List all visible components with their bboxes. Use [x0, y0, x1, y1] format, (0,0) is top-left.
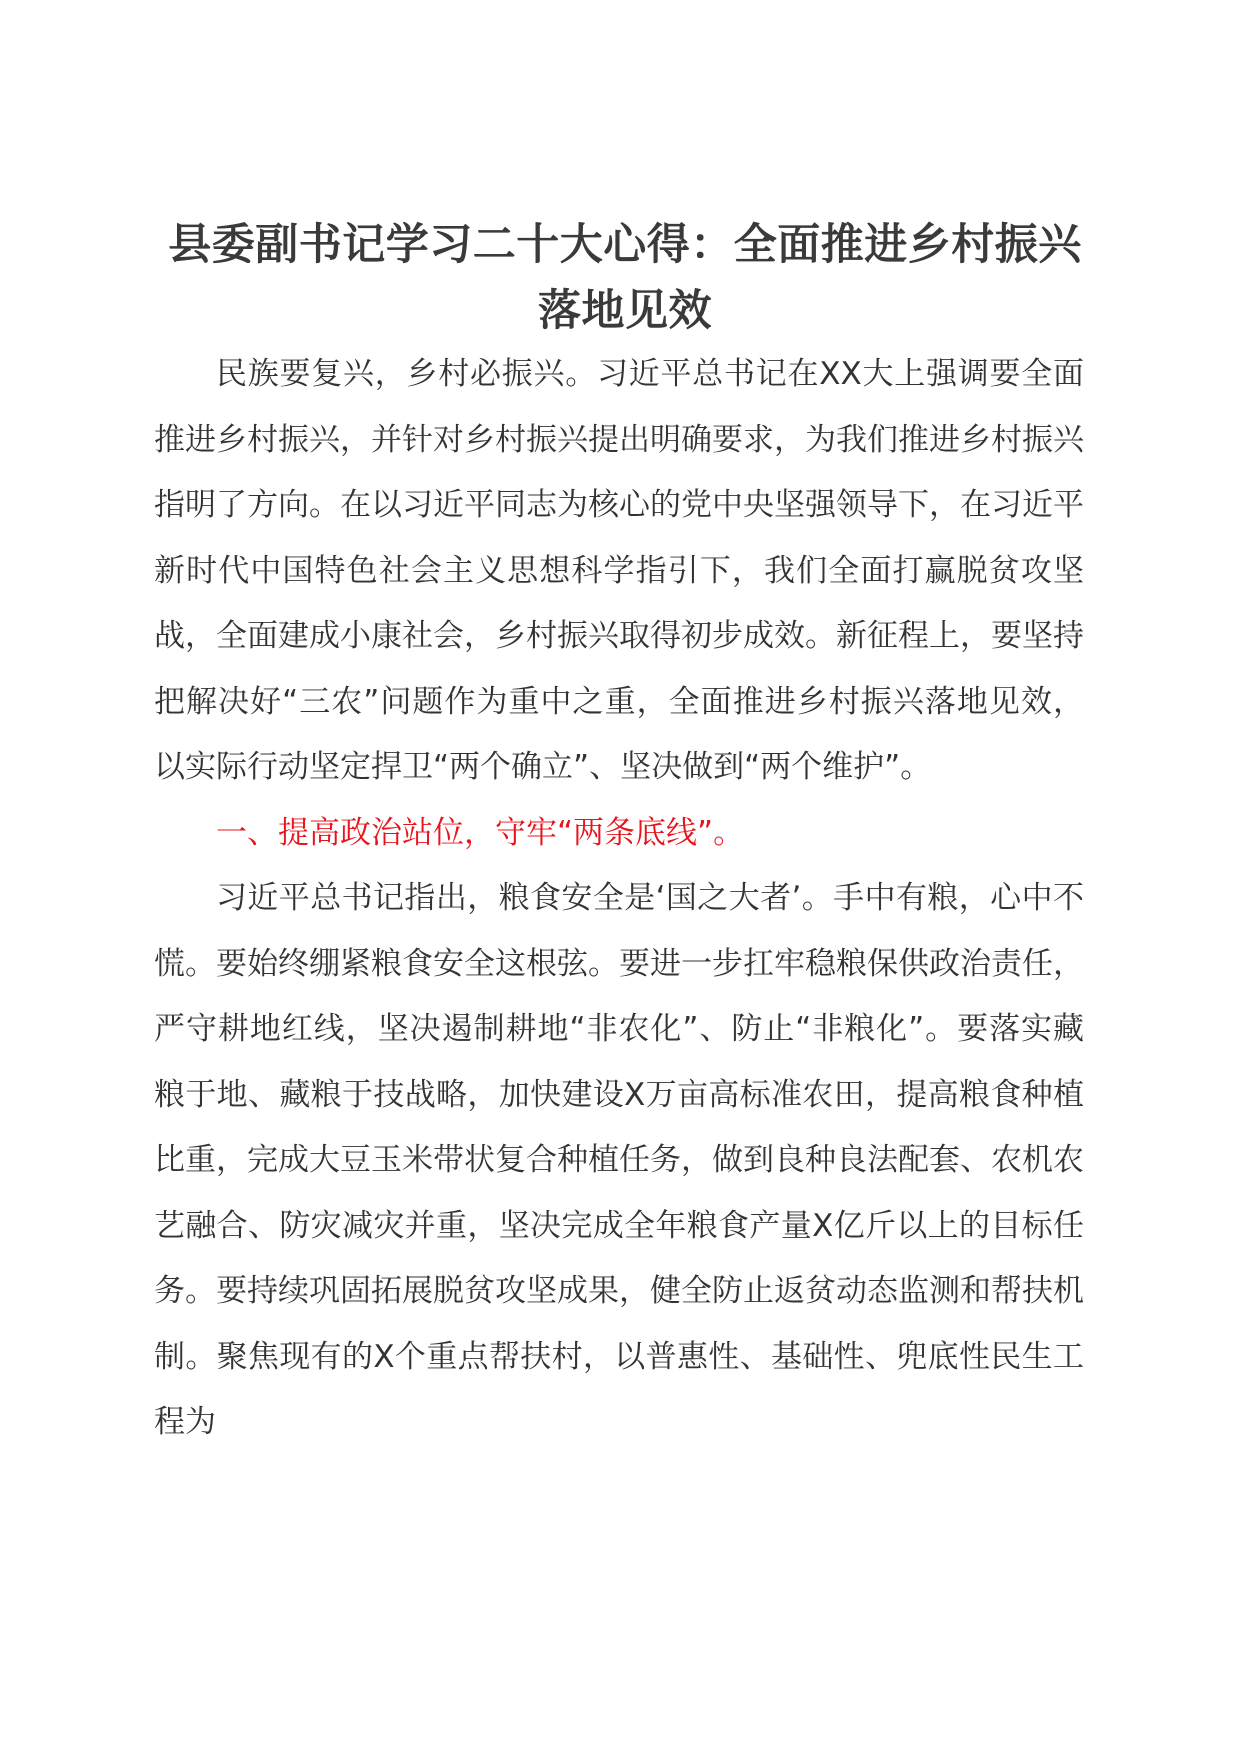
intro-paragraph: 民族要复兴，乡村必振兴。习近平总书记在XX大上强调要全面推进乡村振兴，并针对乡村振兴提出明确要求，为我们推进乡村振兴指明了方向。在以习近平同志为核心的党中央坚强领导下，在习近平新时代中国特色社会主义思想科学指引下，我们全面打赢脱贫攻坚战，全面建成小康社会，乡村振兴取得初步成效。新征程上，要坚持把解决好“三农”问题作为重中之重，全面推进乡村振兴落地见效，以实际行动坚定捍卫“两个确立”、坚决做到“两个维护”。	[154, 356, 1084, 785]
document-body	[154, 342, 1084, 1456]
section-heading-1: 一、提高政治站位，守牢“两条底线”。	[216, 814, 745, 851]
section-1-paragraph: 习近平总书记指出，粮食安全是‘国之大者’。手中有粮，心中不慌。要始终绷紧粮食安全这根弦。要进一步扛牢稳粮保供政治责任，严守耕地红线，坚决遏制耕地“非农化”、防止“非粮化”。要落实藏粮于地、藏粮于技战略，加快建设X万亩高标准农田，提高粮食种植比重，完成大豆玉米带状复合种植任务，做到良种良法配套、农机农艺融合、防灾减灾并重，坚决完成全年粮食产量X亿斤以上的目标任务。要持续巩固拓展脱贫攻坚成果，健全防止返贫动态监测和帮扶机制。聚焦现有的X个重点帮扶村，以普惠性、基础性、兜底性民生工程为	[154, 880, 1084, 1440]
document-title: 县委副书记学习二十大心得：全面推进乡村振兴落地见效	[168, 220, 1082, 336]
